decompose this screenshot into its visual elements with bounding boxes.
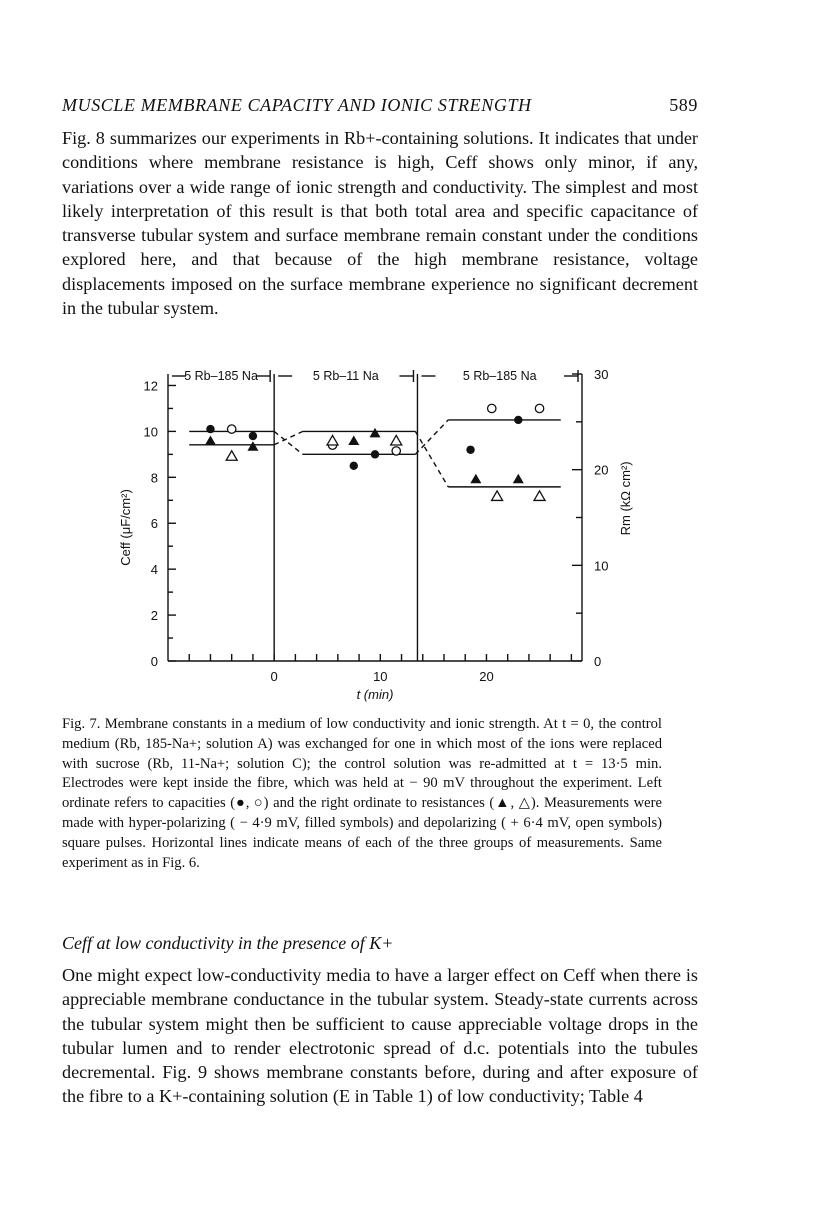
right-tick-label: 30 <box>594 367 609 382</box>
data-point-open-circle <box>488 404 496 412</box>
left-axis-label: Ceff (μF/cm²) <box>118 489 133 566</box>
right-tick-label: 0 <box>594 654 602 669</box>
running-header <box>62 95 698 121</box>
mean-transition <box>415 420 448 454</box>
body-paragraph-1: Fig. 8 summarizes our experiments in Rb+-containing solutions. It indicates that under conditions where membrane resistance is high, Ceff shows only minor, if any, variations over a wide range of ionic strength and conductivity. The simplest and most likely interpretation of this result is that both total area and specific capacitance of transverse tubular system and surface membrane remain constant under the conditions explored here, and that because of the high membrane resistance, voltage displacements imposed on the surface membrane experience no significant decrement in the tubular system. <box>62 128 698 319</box>
left-tick-label: 12 <box>143 378 158 394</box>
figure-caption: Fig. 7. Membrane constants in a medium of low conductivity and ionic strength. At t = 0, the control medium (Rb, 185-Na+; solution A) was exchanged for one in which most of the ions were replaced with sucrose (Rb, 11-Na+; solution C); the control solution was re-admitted at t = 13·5 min. Electrodes were kept inside the fibre, which was held at − 90 mV throughout the experiment. Left ordinate refers to capacities (●, ○) and the right ordinate to resistances (▲, △). Measurements were made with hyper-polarizing ( − 4·9 mV, filled symbols) and depolarizing ( + 6·4 mV, open symbols) square pulses. Horizontal lines indicate means of each of the three groups of measurements. Same experiment as in Fig. 6. <box>62 716 662 871</box>
section-subheading: Ceff at low conductivity in the presence of K+ <box>62 933 394 953</box>
data-point-open-triangle <box>534 491 545 501</box>
data-point-filled-circle <box>249 432 257 440</box>
body-paragraph-2: One might expect low-conductivity media to have a larger effect on Ceff when there is appreciable membrane conductance in the tubular system. Steady-state currents across the tubular system might then be sufficient to cause appreciable voltage drops in the tubular lumen and to render electrotonic spread of d.c. potentials into the tubules decremental. Fig. 9 shows membrane constants before, during and after exposure of the fibre to a K+-containing solution (E in Table 1) of low conductivity; Table 4 <box>62 965 698 1107</box>
solution-label: 5 Rb–185 Na <box>462 369 537 383</box>
data-point-filled-circle <box>514 416 522 424</box>
data-point-filled-triangle <box>348 435 359 445</box>
solution-label: 5 Rb–185 Na <box>184 369 258 383</box>
right-tick-label: 10 <box>594 558 609 574</box>
data-point-filled-triangle <box>470 474 481 484</box>
x-tick-label: 10 <box>373 669 388 684</box>
data-point-filled-triangle <box>513 474 524 484</box>
left-tick-label: 8 <box>150 470 158 486</box>
data-point-open-triangle <box>327 435 338 445</box>
data-point-filled-circle <box>466 446 474 454</box>
data-point-filled-triangle <box>205 435 216 445</box>
x-axis-label: t (min) <box>356 687 394 702</box>
page-number: 589 <box>669 95 698 115</box>
x-tick-label: 0 <box>270 669 278 684</box>
left-tick-label: 2 <box>150 608 158 624</box>
solution-label: 5 Rb–11 Na <box>312 369 379 383</box>
figure-7-chart <box>100 364 660 706</box>
data-point-open-circle <box>535 404 543 412</box>
right-tick-label: 20 <box>594 462 609 478</box>
data-point-open-triangle <box>492 491 503 501</box>
data-point-filled-triangle <box>247 441 258 451</box>
mean-transition <box>415 431 448 486</box>
left-tick-label: 4 <box>150 562 158 578</box>
data-point-filled-triangle <box>370 428 381 438</box>
data-point-filled-circle <box>350 462 358 470</box>
running-title: MUSCLE MEMBRANE CAPACITY AND IONIC STRENGTH <box>62 95 532 115</box>
left-tick-label: 6 <box>150 516 158 532</box>
x-tick-label: 20 <box>479 669 494 684</box>
right-axis-label: Rm (kΩ cm²) <box>618 461 633 536</box>
data-point-open-triangle <box>226 451 237 461</box>
data-point-open-triangle <box>391 435 402 445</box>
left-tick-label: 0 <box>150 654 158 669</box>
data-point-open-circle <box>227 425 235 433</box>
data-point-filled-circle <box>206 425 214 433</box>
data-point-filled-circle <box>371 450 379 458</box>
data-point-open-circle <box>392 447 400 455</box>
left-tick-label: 10 <box>143 424 158 440</box>
